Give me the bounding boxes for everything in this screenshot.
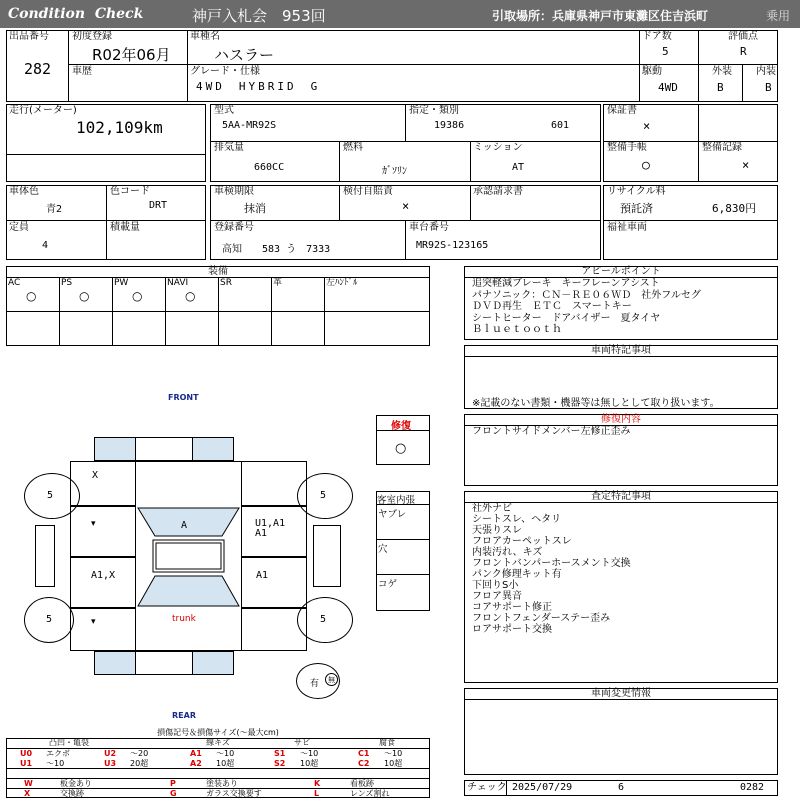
legend-code-0-2: A1	[190, 749, 202, 758]
manual-value: ○	[642, 158, 650, 173]
first-reg-value: R02年06月	[92, 46, 171, 64]
color-label: 車体色	[9, 186, 39, 197]
left-mirror	[35, 525, 55, 587]
equipment-label-1: PS	[61, 278, 73, 288]
tire-fl-value: 5	[47, 490, 54, 501]
color-code-value: DRT	[149, 200, 168, 211]
trunk-label: trunk	[172, 614, 196, 624]
appeal-lines-line: シートヒーター ドアバイザー 夏タイヤ	[472, 312, 661, 324]
color-value: 青2	[46, 204, 63, 215]
fuel-value: ｶﾞｿﾘﾝ	[382, 166, 407, 177]
grade-value: 4WD HYBRID G	[196, 80, 321, 93]
assessment-lines-line: フロントフェンダーステー歪み	[472, 613, 611, 624]
displacement-label: 排気量	[214, 142, 244, 153]
legend-mark-1-2: L	[314, 789, 320, 798]
left-front-handle-icon: ▾	[91, 519, 96, 529]
lot-number: 282	[24, 60, 52, 78]
legend-size-0-2: 〜10	[216, 749, 235, 758]
capacity-label: 定員	[9, 222, 29, 233]
assessment-lines-line: フロア異音	[472, 591, 522, 602]
legend-title: 損傷記号＆損傷サイズ(〜最大cm)	[157, 728, 279, 737]
interior-label: 内装	[756, 66, 776, 77]
assessment-lines-line: コアサポート修正	[472, 602, 552, 613]
displacement-value: 660CC	[254, 162, 285, 173]
equipment-divider	[59, 277, 60, 346]
check-code: 0282	[740, 782, 765, 793]
legend-mark-0-0: W	[24, 779, 33, 788]
tire-fr-value: 5	[320, 490, 327, 501]
recycle-label: リサイクル料	[607, 186, 666, 197]
pickup-location: 引取場所：兵庫県神戸市東灘区住吉浜町	[492, 9, 709, 23]
exterior-label: 外装	[712, 66, 732, 77]
legend-mark-desc-0-1: 塗装あり	[206, 779, 238, 788]
rear-label: REAR	[172, 711, 196, 720]
legend-group-3: 腐食	[379, 738, 395, 747]
legend-size-1-2: 10超	[216, 759, 235, 768]
type-value: 5AA-MR92S	[222, 120, 277, 131]
repair-content-title: 修復内容	[601, 414, 641, 425]
special-note: ※記載のない書類・機器等は無しとして取り扱います。	[472, 398, 720, 409]
check-num: 6	[618, 782, 625, 793]
color-code-label: 色コード	[110, 186, 150, 197]
repair-lines-line: フロントサイドメンバー左修正歪み	[472, 426, 631, 437]
legend-table	[6, 728, 430, 798]
grade-label: グレード・仕様	[190, 66, 260, 77]
mileage-value: 102,109km	[76, 118, 163, 137]
assessment-lines	[472, 503, 631, 635]
model-name-label: 車種名	[190, 31, 220, 42]
legend-code-0-4: C1	[358, 749, 370, 758]
category-label: 乗用	[766, 9, 791, 23]
front-label: FRONT	[168, 393, 199, 402]
cabin-label: 客室内張	[377, 495, 416, 506]
tire-rl-value: 5	[46, 614, 53, 625]
legend-code-1-3: S2	[274, 759, 286, 768]
legend-code-0-0: U0	[20, 749, 33, 758]
mileage-label: 走行(メーター)	[9, 105, 77, 116]
mark-front-left-panel: X	[92, 470, 99, 481]
legend-group-2: サビ	[294, 738, 310, 747]
assessment-lines-line: 下回りS小	[472, 580, 519, 591]
assessment-lines-line: フロントバンパーホースメント交換	[472, 558, 631, 569]
assessment-lines-line: フロアカーペットスレ	[472, 536, 572, 547]
inspection-value: 抹消	[244, 202, 266, 215]
score-value: R	[740, 45, 747, 58]
legend-group-0: 凸凹・亀裂	[49, 738, 89, 747]
legend-size-1-4: 10超	[384, 759, 403, 768]
right-rear-door	[241, 557, 307, 608]
mark-left-rear-door: A1,X	[91, 570, 116, 581]
mark-hood: A	[181, 520, 188, 531]
legend-size-0-4: 〜10	[384, 749, 403, 758]
change-box	[464, 688, 778, 775]
legend-mark-1-0: X	[24, 789, 31, 798]
mark-right-front-door: U1,A1 A1	[255, 518, 286, 539]
legend-mark-desc-0-0: 板金あり	[60, 779, 92, 788]
check-date: 2025/07/29	[512, 782, 573, 793]
legend-mark-desc-1-0: 交換跡	[60, 789, 84, 798]
manual-label: 整備手帳	[607, 142, 647, 153]
interior-value: B	[765, 81, 772, 94]
cabin-item-hole: 穴	[378, 544, 388, 555]
drive-label: 駆動	[642, 66, 662, 77]
legend-size-0-1: 〜20	[130, 749, 149, 758]
condition-check-title: Condition Check	[8, 6, 144, 22]
cabin-item-tear: ヤブレ	[378, 509, 407, 520]
legend-mark-0-2: K	[314, 779, 321, 788]
assessment-lines-line: パンク修理キット有	[472, 569, 562, 580]
equipment-label-2: PW	[114, 278, 129, 288]
plate-value: 高知 583 う 7333	[222, 244, 331, 255]
chassis-label: 車台番号	[409, 222, 449, 233]
special-title: 車両特記事項	[591, 345, 651, 356]
legend-code-1-0: U1	[20, 759, 33, 768]
windshield	[138, 508, 239, 536]
left-front-fender	[70, 461, 136, 506]
record-label: 整備記録	[702, 142, 742, 153]
front-left-corner	[94, 437, 136, 461]
right-mirror	[313, 525, 341, 587]
equipment-divider	[218, 277, 219, 346]
warranty-label: 保証書	[607, 105, 637, 116]
legend-size-0-0: エクボ	[46, 749, 70, 758]
first-reg-label: 初度登録	[72, 31, 112, 42]
legend-code-1-2: A2	[190, 759, 202, 768]
front-right-corner	[192, 437, 234, 461]
equipment-label-6: 左ﾊﾝﾄﾞﾙ	[326, 278, 358, 288]
capacity-value: 4	[42, 240, 49, 251]
equipment-divider	[324, 277, 325, 346]
mission-label: ミッション	[473, 142, 523, 153]
designation-value: 19386	[434, 120, 465, 131]
left-rear-fender	[70, 608, 136, 651]
category-number: 601	[551, 120, 570, 131]
equipment-mark-1: ○	[79, 289, 90, 303]
assessment-lines-line: 社外ナビ	[472, 503, 512, 514]
recycle-fee: 6,830円	[712, 202, 757, 215]
legend-size-1-3: 10超	[300, 759, 319, 768]
assessment-title: 査定特記事項	[591, 491, 651, 502]
appeal-lines-line: 追突軽減ブレーキ キーフレーンアシスト	[472, 278, 660, 289]
equipment-divider	[271, 277, 272, 346]
legend-mark-1-1: G	[170, 789, 177, 798]
mission-value: AT	[512, 162, 525, 173]
self-inspection-value: ×	[402, 199, 410, 213]
designation-label: 指定・類別	[409, 105, 459, 116]
legend-mark-desc-1-1: ガラス交換要す	[206, 789, 262, 798]
model-name-value: ハスラー	[214, 46, 275, 64]
rear-left-corner	[94, 651, 136, 675]
equipment-title: 装備	[208, 266, 228, 277]
lot-label: 出品番号	[9, 31, 49, 42]
left-rear-handle-icon: ▾	[91, 617, 96, 627]
equipment-label-4: SR	[220, 278, 232, 288]
legend-divider	[6, 768, 430, 769]
legend-size-0-3: 〜10	[300, 749, 319, 758]
check-label: チェック	[467, 782, 507, 793]
mark-right-rear-door: A1	[256, 570, 269, 581]
legend-code-1-1: U3	[104, 759, 117, 768]
doors-label: ドア数	[642, 31, 672, 42]
repair-content-lines	[472, 426, 631, 437]
self-inspection-label: 検付自賠責	[343, 186, 393, 197]
equipment-divider	[112, 277, 113, 346]
legend-code-1-4: C2	[358, 759, 370, 768]
assessment-lines-line: 天張りスレ	[472, 525, 522, 536]
load-label: 積載量	[110, 222, 140, 233]
history-label: 車歴	[72, 66, 92, 77]
rear-window	[138, 576, 239, 606]
equipment-mark-0: ○	[26, 289, 37, 303]
equipment-divider	[165, 277, 166, 346]
assessment-lines-line: シートスレ、ヘタリ	[472, 514, 562, 525]
tire-rr-value: 5	[320, 614, 327, 625]
legend-mark-desc-0-2: 看板跡	[350, 779, 374, 788]
fuel-label: 燃料	[343, 142, 363, 153]
legend-mark-0-1: P	[170, 779, 176, 788]
welfare-label: 福祉車両	[607, 222, 647, 233]
roof-glass-svg	[136, 506, 241, 608]
equipment-mark-3: ○	[185, 289, 196, 303]
record-value: ×	[742, 158, 750, 172]
car-diagram	[0, 385, 440, 725]
legend-size-1-1: 20超	[130, 759, 149, 768]
appeal-lines-line: Ｂｌｕｅｔｏｏｔｈ	[472, 324, 562, 335]
assessment-lines-line: 内装汚れ、キズ	[472, 547, 543, 558]
legend-mark-desc-1-2: レンズ割れ	[350, 789, 390, 798]
left-rear-door	[70, 557, 136, 608]
chassis-value: MR92S-123165	[416, 240, 489, 251]
spare-tire-icon: 無	[325, 673, 338, 686]
repair-label: 修復	[391, 421, 411, 432]
legend-code-0-1: U2	[104, 749, 117, 758]
legend-size-1-0: 〜10	[46, 759, 65, 768]
recycle-status: 預託済	[620, 202, 653, 215]
doors-value: 5	[662, 45, 669, 58]
appeal-lines	[472, 278, 701, 336]
left-front-door	[70, 506, 136, 557]
appeal-lines-line: ＤＶＤ再生 ＥＴＣ スマートキー	[472, 301, 632, 312]
approval-label: 承認請求書	[473, 186, 523, 197]
plate-label: 登録番号	[214, 222, 254, 233]
inspection-label: 車検期限	[214, 186, 254, 197]
auction-title: 神戸入札会 953回	[192, 7, 326, 25]
cabin-item-burn: コゲ	[378, 579, 398, 590]
warranty-value: ×	[643, 119, 651, 133]
spare-label: 有	[310, 679, 320, 689]
legend-code-0-3: S1	[274, 749, 286, 758]
appeal-title: アピールポイント	[581, 266, 661, 277]
repair-mark: ○	[395, 441, 407, 456]
rear-right-corner	[192, 651, 234, 675]
drive-value: 4WD	[658, 81, 678, 94]
type-label: 型式	[214, 105, 234, 116]
equipment-label-3: NAVI	[167, 278, 189, 288]
score-label: 評価点	[728, 31, 758, 42]
equipment-label-0: AC	[8, 278, 21, 288]
assessment-lines-line: ロアサポート交換	[472, 624, 552, 635]
legend-group-1: 線キズ	[206, 738, 230, 747]
appeal-lines-line: パナソニック：ＣＮ－ＲＥ０６ＷＤ 社外フルセグ	[472, 289, 701, 301]
equipment-mark-2: ○	[132, 289, 143, 303]
equipment-label-5: 革	[273, 278, 283, 288]
change-title: 車両変更情報	[591, 688, 651, 699]
exterior-value: B	[717, 81, 724, 94]
